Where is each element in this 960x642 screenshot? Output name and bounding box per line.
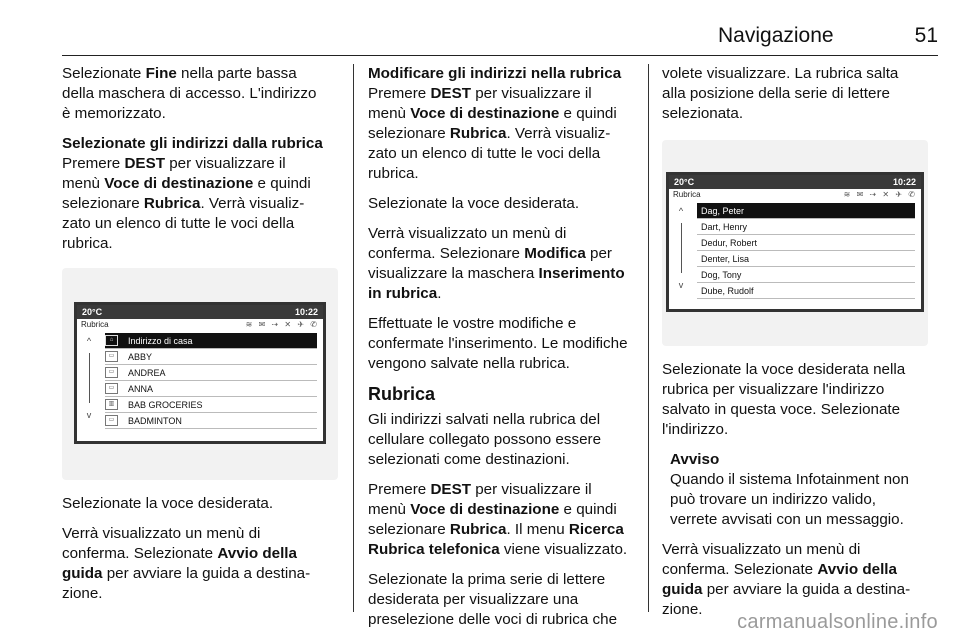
chevron-down-icon[interactable]: v (86, 410, 92, 420)
page-header (718, 24, 938, 48)
status-bar (77, 305, 323, 319)
paragraph: Effettuate le vostre modifiche e confermate l'inserimento. Le modifiche vengono salvate nella rubrica. (368, 315, 628, 372)
paragraph: Premere DEST per visualizzare il menù Voce di destinazione e quindi selezionare Rubrica. Il menu Ricerca Rubrica telefonica viene visualizzato. (368, 481, 628, 558)
paragraph: Premere DEST per visualizzare il menù Voce di destinazione e quindi selezionare Rubrica. Verrà visualizzato un elenco di tutte le voci della rubrica. (62, 155, 311, 252)
paragraph: volete visualizzare. La rubrica salta alla posizione della serie di lettere selezionata. (662, 65, 899, 122)
list-item[interactable]: ▭ ANNA (105, 381, 317, 397)
chevron-up-icon[interactable]: ^ (678, 206, 684, 216)
list-item[interactable]: Denter, Lisa (697, 251, 915, 267)
note-text: Quando il sistema Infotainment non può trovare un indirizzo valido, verrete avvisati con un messaggio. (670, 471, 909, 528)
scrollbar[interactable] (675, 201, 687, 295)
temperature: 20°C (82, 307, 103, 317)
paragraph: Verrà visualizzato un menù di conferma. Selezionate Avvio della guida per avviare la guida a destinazione. (62, 525, 311, 602)
subheading: Selezionate gli indirizzi dalla rubrica (62, 135, 323, 152)
chevron-down-icon[interactable]: v (678, 280, 684, 290)
status-icons: ≋ ✉ ⇢ ✕ ✈ ✆ (843, 190, 917, 199)
contact-icon: ▭ (105, 415, 118, 426)
home-icon: ⌂ (105, 335, 118, 346)
paragraph: Gli indirizzi salvati nella rubrica del cellulare collegato possono essere selezionati come destinazioni. (368, 411, 602, 468)
list-item[interactable]: ▭ ABBY (105, 349, 317, 365)
paragraph: Selezionate la voce desiderata nella rubrica per visualizzare l'indirizzo salvato in questa voce. Selezionate l'indirizzo. (662, 361, 906, 438)
list-item[interactable]: Dog, Tony (697, 267, 915, 283)
list-item[interactable]: Dag, Peter (697, 203, 915, 219)
list-item[interactable]: Dart, Henry (697, 219, 915, 235)
section-heading: Rubrica (368, 384, 436, 404)
column-divider (353, 64, 354, 612)
watermark: carmanualsonline.info (737, 611, 938, 633)
column-2 (368, 64, 630, 640)
paragraph: Selezionate la voce desiderata. (368, 195, 580, 212)
subheading: Modificare gli indirizzi nella rubrica (368, 65, 622, 82)
contact-icon: ▭ (105, 351, 118, 362)
note-box (670, 450, 924, 530)
screen-title-bar (77, 319, 323, 331)
status-icons: ≋ ✉ ⇢ ✕ ✈ ✆ (245, 320, 319, 329)
screen-title: Rubrica (673, 190, 701, 199)
screen-title: Rubrica (81, 320, 109, 329)
paragraph: Verrà visualizzato un menù di conferma. Selezionare Modifica per visualizzare la maschera Inserimento in rubrica. (368, 225, 625, 302)
contact-icon: ▭ (105, 383, 118, 394)
contact-icon: ▭ (105, 367, 118, 378)
status-bar (669, 175, 921, 189)
list-item[interactable]: ▥ BAB GROCERIES (105, 397, 317, 413)
infotainment-screenshot (62, 268, 338, 480)
paragraph: Selezionate la voce desiderata. (62, 495, 274, 512)
paragraph: Selezionate la prima serie di lettere desiderata per visualizzare una preselezione delle voci di rubrica che (368, 571, 618, 628)
paragraph: Premere DEST per visualizzare il menù Voce di destinazione e quindi selezionare Rubrica. Verrà visualizzato un elenco di tutte le voci della rubrica. (368, 85, 617, 182)
list-item[interactable]: ⌂ Indirizzo di casa (105, 333, 317, 349)
building-icon: ▥ (105, 399, 118, 410)
list-item[interactable]: Dedur, Robert (697, 235, 915, 251)
chevron-up-icon[interactable]: ^ (86, 336, 92, 346)
clock: 10:22 (294, 307, 318, 317)
note-title: Avviso (670, 451, 720, 468)
list-item[interactable]: ▭ BADMINTON (105, 413, 317, 429)
list-item[interactable]: Dube, Rudolf (697, 283, 915, 299)
screen-title-bar (669, 189, 921, 201)
paragraph: Selezionate Fine nella parte bassa della maschera di accesso. L'indirizzo è memorizzato. (62, 65, 317, 122)
column-3 (662, 64, 924, 630)
temperature: 20°C (674, 177, 695, 187)
paragraph: Verrà visualizzato un menù di conferma. Selezionate Avvio della guida per avviare la guida a destinazione. (662, 541, 911, 618)
clock: 10:22 (892, 177, 916, 187)
column-1 (62, 64, 324, 614)
section-title: Navigazione (718, 24, 834, 47)
column-divider (648, 64, 649, 612)
scrollbar[interactable] (83, 331, 95, 425)
header-rule (62, 55, 938, 56)
list-item[interactable]: ▭ ANDREA (105, 365, 317, 381)
page-number: 51 (914, 24, 938, 47)
infotainment-screenshot (662, 140, 928, 346)
